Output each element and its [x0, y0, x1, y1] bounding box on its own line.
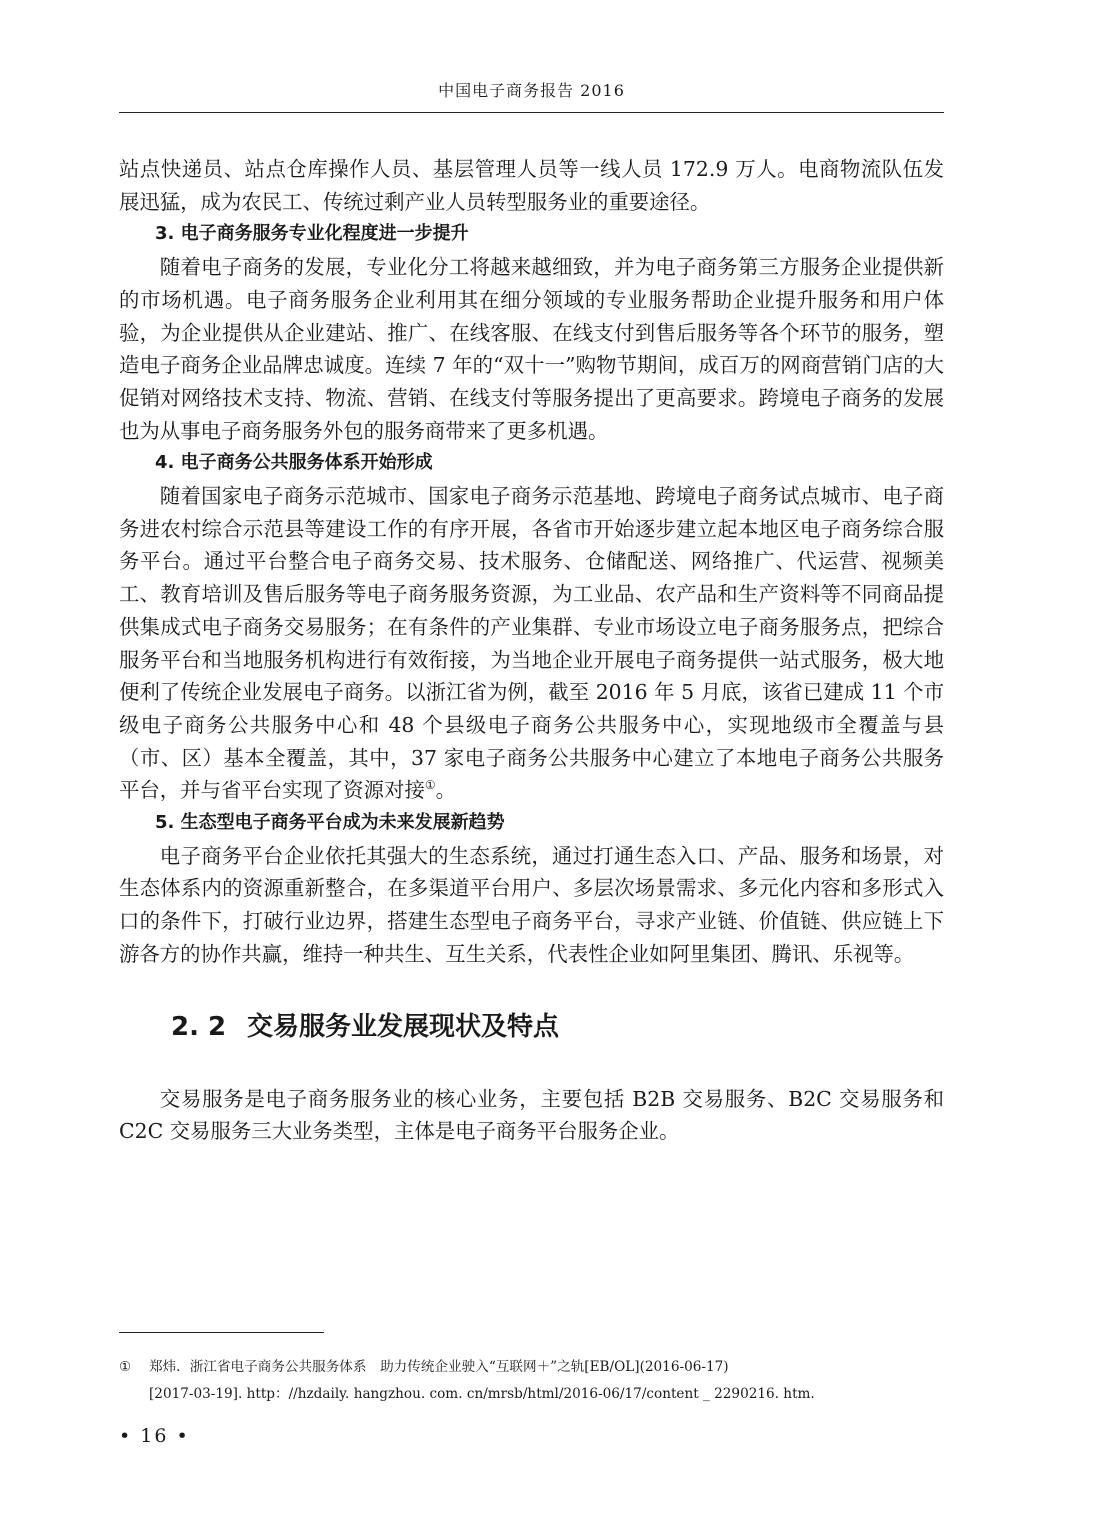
paragraph-transaction-services: 交易服务是电子商务服务业的核心业务，主要包括 B2B 交易服务、B2C 交易服务和 C2C 交易服务三大业务类型，主体是电子商务平台服务企业。	[119, 1086, 944, 1144]
paragraph-public-service-end: 。	[435, 778, 457, 803]
footnote-text-1: 郑炜．浙江省电子商务公共服务体系 助力传统企业驶入“互联网＋”之轨[EB/OL](2016-06-17)	[149, 1359, 729, 1375]
footnote-line-1	[119, 1354, 944, 1381]
subheading-5: 5. 生态型电子商务平台成为未来发展新趋势	[155, 812, 505, 834]
footnote-reference[interactable]: ①	[424, 778, 436, 793]
paragraph-public-service-text: 随着国家电子商务示范城市、国家电子商务示范基地、跨境电子商务试点城市、电子商务进农村综合示范县等建设工作的有序开展，各省市开始逐步建立起本地区电子商务综合服务平台。通过平台整合电子商务交易、技术服务、仓储配送、网络推广、代运营、视频美工、教育培训及售后服务等电子商务服务资源，为工业品、农产品和生产资料等不同商品提供集成式电子商务交易服务；在有条件的产业集群、专业市场设立电子商务服务点，把综合服务平台和当地服务机构进行有效衔接，为当地企业开展电子商务提供一站式服务，极大地便利了传统企业发展电子商务。以浙江省为例，截至 2016 年 5 月底，该省已建成 11 个市级电子商务公共服务中心和 48 个县级电子商务公共服务中心，实现地级市全覆盖与县（市、区）基本全覆盖，其中，37 家电子商务公共服务中心建立了本地电子商务公共服务平台，并与省平台实现了资源对接	[119, 484, 944, 803]
paragraph-specialization: 随着电子商务的发展，专业化分工将越来越细致，并为电子商务第三方服务企业提供新的市场机遇。电子商务服务企业利用其在细分领域的专业服务帮助企业提升服务和用户体验，为企业提供从企业建站、推广、在线客服、在线支付到售后服务等各个环节的服务，塑造电子商务企业品牌忠诚度。连续 7 年的“双十一”购物节期间，成百万的网商营销门店的大促销对网络技术支持、物流、营销、在线支付等服务提出了更高要求。跨境电子商务的发展也为从事电子商务服务外包的服务商带来了更多机遇。	[119, 255, 944, 443]
section-heading	[119, 1007, 944, 1047]
header-rule	[119, 112, 944, 113]
subheading-4: 4. 电子商务公共服务体系开始形成	[155, 452, 433, 474]
paragraph-public-service	[119, 480, 944, 807]
running-header: 中国电子商务报告 2016	[438, 81, 625, 100]
page-number: • 16 •	[119, 1425, 190, 1447]
subheading-3: 3. 电子商务服务专业化程度进一步提升	[155, 223, 469, 245]
section-number: 2. 2	[171, 1011, 227, 1042]
footnote-mark: ①	[119, 1359, 132, 1375]
footnote-rule	[119, 1332, 324, 1333]
section-title: 交易服务业发展现状及特点	[247, 1011, 560, 1042]
paragraph-logistics: 站点快递员、站点仓库操作人员、基层管理人员等一线人员 172.9 万人。电商物流队伍发展迅猛，成为农民工、传统过剩产业人员转型服务业的重要途径。	[119, 157, 944, 214]
footnote	[119, 1354, 944, 1408]
footnote-line-2: [2017-03-19]. http：//hzdaily. hangzhou. com. cn/mrsb/html/2016-06/17/content _ 2290216. htm.	[149, 1386, 815, 1402]
paragraph-ecosystem: 电子商务平台企业依托其强大的生态系统，通过打通生态入口、产品、服务和场景，对生态体系内的资源重新整合，在多渠道平台用户、多层次场景需求、多元化内容和多形式入口的条件下，打破行业边界，搭建生态型电子商务平台，寻求产业链、价值链、供应链上下游各方的协作共赢，维持一种共生、互生关系，代表性企业如阿里集团、腾讯、乐视等。	[119, 843, 944, 966]
main-text	[119, 153, 944, 1148]
